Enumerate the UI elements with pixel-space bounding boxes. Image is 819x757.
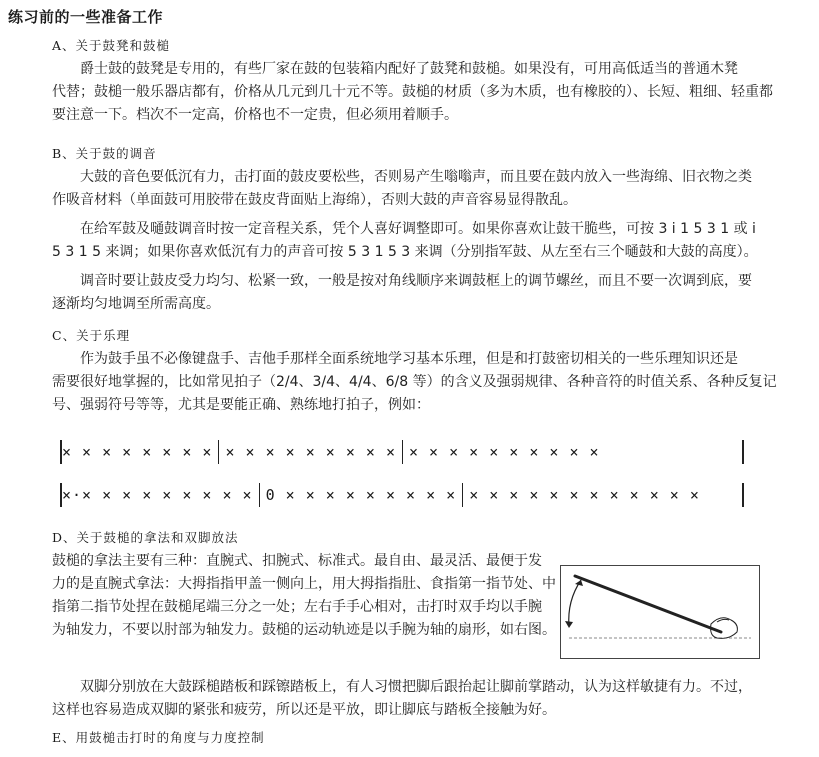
text-line: 要注意一下。档次不一定高，价格也不一定贵，但必须用着顺手。 — [52, 107, 458, 123]
drumstick-motion-figure — [560, 565, 760, 659]
page-title: 练习前的一些准备工作 — [8, 8, 164, 26]
text-line: 大鼓的音色要低沉有力，击打面的鼓皮要松些，否则易产生嗡嗡声，而且要在鼓内放入一些海绵、旧衣物之类 — [80, 169, 752, 185]
text-line: 号、强弱符号等等，尤其是要能正确、熟练地打拍子，例如： — [52, 397, 430, 413]
section-b-paragraph-2 — [52, 218, 796, 264]
text-line: 为轴发力，不要以肘部为轴发力。鼓槌的运动轨迹是以手腕为轴的扇形，如右图。 — [52, 622, 556, 638]
text-line: 在给军鼓及嗵鼓调音时按一定音程关系，凭个人喜好调整即可。如果你喜欢让鼓干脆些，可按 3 i 1 5 3 1 或 i — [80, 221, 756, 237]
section-d-feet-paragraph — [52, 676, 796, 722]
rhythm-measure: 0 × × × × × × × × × — [265, 486, 457, 504]
text-line: 需要很好地掌握的，比如常见拍子（2/4、3/4、4/4、6/8 等）的含义及强弱规律、各种音符的时值关系、各种反复记 — [52, 374, 777, 390]
text-line: 调音时要让鼓皮受力均匀、松紧一致，一般是按对角线顺序来调鼓框上的调节螺丝，而且不要一次调到底，要 — [80, 273, 752, 289]
text-line: 作吸音材料（单面鼓可用胶带在鼓皮背面贴上海绵），否则大鼓的声音容易显得散乱。 — [52, 192, 577, 208]
section-d-heading: D、关于鼓槌的拿法和双脚放法 — [52, 530, 239, 545]
rhythm-measure: × × × × × × × × × — [225, 443, 396, 461]
drumstick-figure-svg — [561, 566, 759, 658]
rhythm-measure: × × × × × × × × — [62, 443, 213, 461]
rhythm-measure: ×·× × × × × × × × × — [62, 486, 253, 504]
section-c-heading: C、关于乐理 — [52, 328, 131, 343]
text-line: 指第二指节处捏在鼓槌尾端三分之一处；左右手手心相对，击打时双手均以手腕 — [52, 599, 542, 615]
section-b-heading: B、关于鼓的调音 — [52, 146, 157, 161]
rhythm-example-1 — [60, 440, 744, 464]
section-b-paragraph-1 — [52, 166, 796, 212]
rhythm-example-2 — [60, 483, 744, 507]
text-line: 鼓槌的拿法主要有三种：直腕式、扣腕式、标准式。最自由、最灵活、最便于发 — [52, 553, 542, 569]
text-line: 力的是直腕式拿法：大拇指指甲盖一侧向上，用大拇指指肚、食指第一指节处、中 — [52, 576, 556, 592]
text-line: 5 3 1 5 来调；如果你喜欢低沉有力的声音可按 5 3 1 5 3 来调（分别指军鼓、从左至右三个嗵鼓和大鼓的高度）。 — [52, 244, 758, 260]
section-a-paragraph — [52, 58, 796, 127]
section-c-paragraph — [52, 348, 796, 417]
text-line: 这样也容易造成双脚的紧张和疲劳，所以还是平放，即让脚底与踏板全接触为好。 — [52, 702, 556, 718]
section-b-paragraph-3 — [52, 270, 796, 316]
section-a-heading: A、关于鼓凳和鼓槌 — [52, 38, 171, 53]
text-line: 双脚分别放在大鼓踩槌踏板和踩镲踏板上，有人习惯把脚后跟抬起让脚前掌踏动，认为这样敏捷有力。不过， — [80, 679, 752, 695]
rhythm-measure: × × × × × × × × × × × × — [469, 486, 700, 504]
text-line: 逐渐均匀地调至所需高度。 — [52, 296, 220, 312]
text-line: 作为鼓手虽不必像键盘手、吉他手那样全面系统地学习基本乐理，但是和打鼓密切相关的一些乐理知识还是 — [80, 351, 738, 367]
text-line: 代替；鼓槌一般乐器店都有，价格从几元到几十元不等。鼓槌的材质（多为木质，也有橡胶的）、长短、粗细、轻重都 — [52, 84, 773, 100]
section-d-paragraph — [52, 550, 556, 642]
text-line: 爵士鼓的鼓凳是专用的，有些厂家在鼓的包装箱内配好了鼓凳和鼓槌。如果没有，可用高低适当的普通木凳 — [80, 61, 738, 77]
section-e-heading: E、用鼓槌击打时的角度与力度控制 — [52, 730, 265, 745]
rhythm-measure: × × × × × × × × × × — [409, 443, 600, 461]
